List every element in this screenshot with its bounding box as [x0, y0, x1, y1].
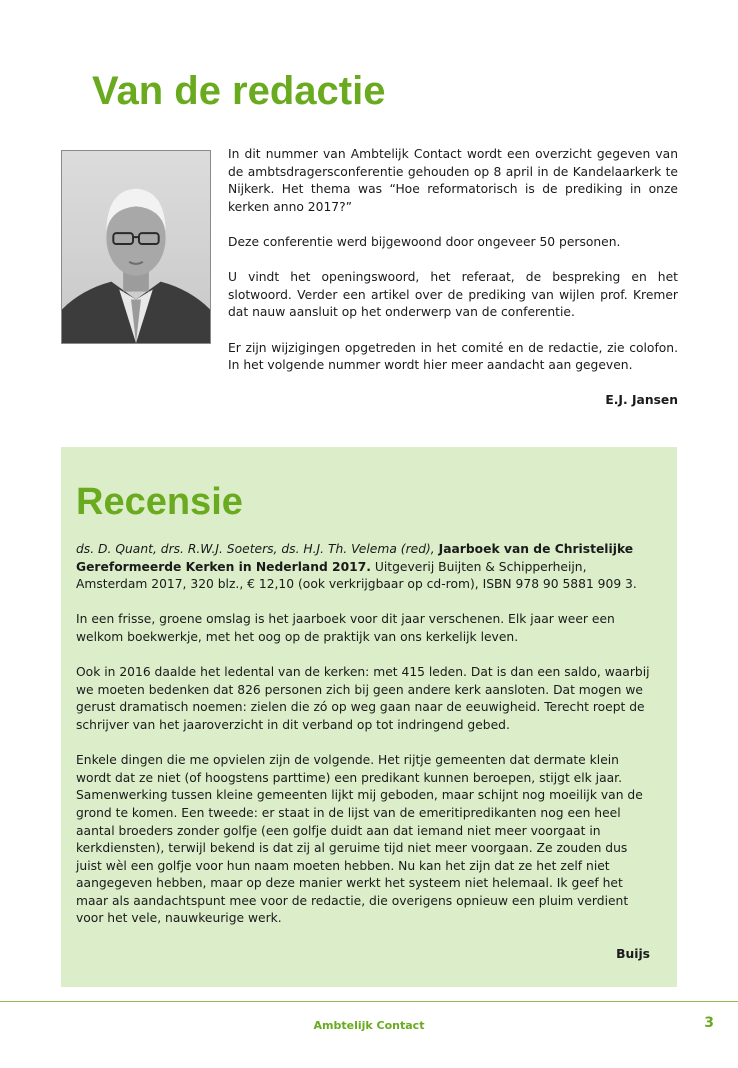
citation-details: Uitgeverij Buijten & Schipperheijn, Amsterdam 2017, 320 blz., € 12,10 (ook verkrijgbaar op cd-rom), ISBN 978 90 5881 909 3.	[76, 559, 637, 592]
editorial-body	[228, 146, 678, 410]
editorial-paragraph: Deze conferentie werd bijgewoond door ongeveer 50 personen.	[228, 234, 621, 249]
page-number: 3	[704, 1015, 714, 1031]
editorial-paragraph: U vindt het openingswoord, het referaat, de bespreking en het slotwoord. Verder een artikel over de prediking van wijlen prof. Kremer dat nauw aansluit op het onderwerp van de conferentie.	[228, 270, 678, 320]
footer-publication-name: Ambtelijk Contact	[313, 1019, 425, 1032]
review-heading: Recensie	[76, 481, 243, 523]
editorial-paragraph: In dit nummer van Ambtelijk Contact wordt een overzicht gegeven van de ambtsdragersconferentie gehouden op 8 april in de Kandelaarkerk te Nijkerk. Het thema was “Hoe reformatorisch is de prediking in onze kerken anno 2017?”	[228, 147, 678, 214]
editor-portrait-photo	[61, 150, 211, 344]
citation-authors: ds. D. Quant, drs. R.W.J. Soeters, ds. H.J. Th. Velema (red),	[76, 542, 435, 556]
review-signature: Buijs	[616, 946, 650, 961]
citation-book-title: Jaarboek van de Christelijke Gereformeerde Kerken in Nederland 2017.	[76, 542, 634, 574]
editorial-paragraph: Er zijn wijzigingen opgetreden in het comité en de redactie, zie colofon. In het volgende nummer wordt hier meer aandacht aan gegeven.	[228, 340, 678, 373]
review-body	[76, 541, 650, 963]
footer-divider	[0, 1001, 738, 1002]
review-paragraph: Enkele dingen die me opvielen zijn de volgende. Het rijtje gemeenten dat dermate klein wordt dat ze niet (of hoogstens parttime) een predikant kunnen beroepen, stijgt elk jaar. Samenwerking tussen kleine gemeenten lijkt mij geboden, maar schijnt nog moeilijk van de grond te komen. Een tweede: er staat in de lijst van de emeritipredikanten nog een heel aantal broeders zonder golfje (een golfje duidt aan dat iemand niet meer voorgaat in kerkdiensten), terwijl bekend is dat zij al geruime tijd niet meer voorgaan. Ze zouden dus juist wèl een golfje voor hun naam moeten hebben. Nu kan het zijn dat ze het zelf niet aangegeven hebben, maar op deze manier werkt het systeem niet helemaal. Ik geef het maar als aandachtspunt mee voor de redactie, die overigens opnieuw een pluim verdient voor het vele, nauwkeurige werk.	[76, 753, 643, 926]
editorial-signature: E.J. Jansen	[605, 393, 678, 408]
review-paragraph: Ook in 2016 daalde het ledental van de kerken: met 415 leden. Dat is dan een saldo, waarbij we moeten bedenken dat 826 personen zich bij geen andere kerk aansloten. Dat mogen we gerust dramatisch noemen: zielen die zó op weg gaan naar de eeuwigheid. Terecht roept de schrijver van het jaaroverzicht in dit verband op tot indringend gebed.	[76, 665, 650, 732]
review-citation	[76, 541, 650, 594]
review-paragraph: In een frisse, groene omslag is het jaarboek voor dit jaar verschenen. Elk jaar weer een welkom boekwerkje, met het oog op de praktijk van ons kerkelijk leven.	[76, 612, 615, 644]
editorial-heading: Van de redactie	[92, 69, 386, 113]
portrait-illustration	[62, 151, 210, 343]
